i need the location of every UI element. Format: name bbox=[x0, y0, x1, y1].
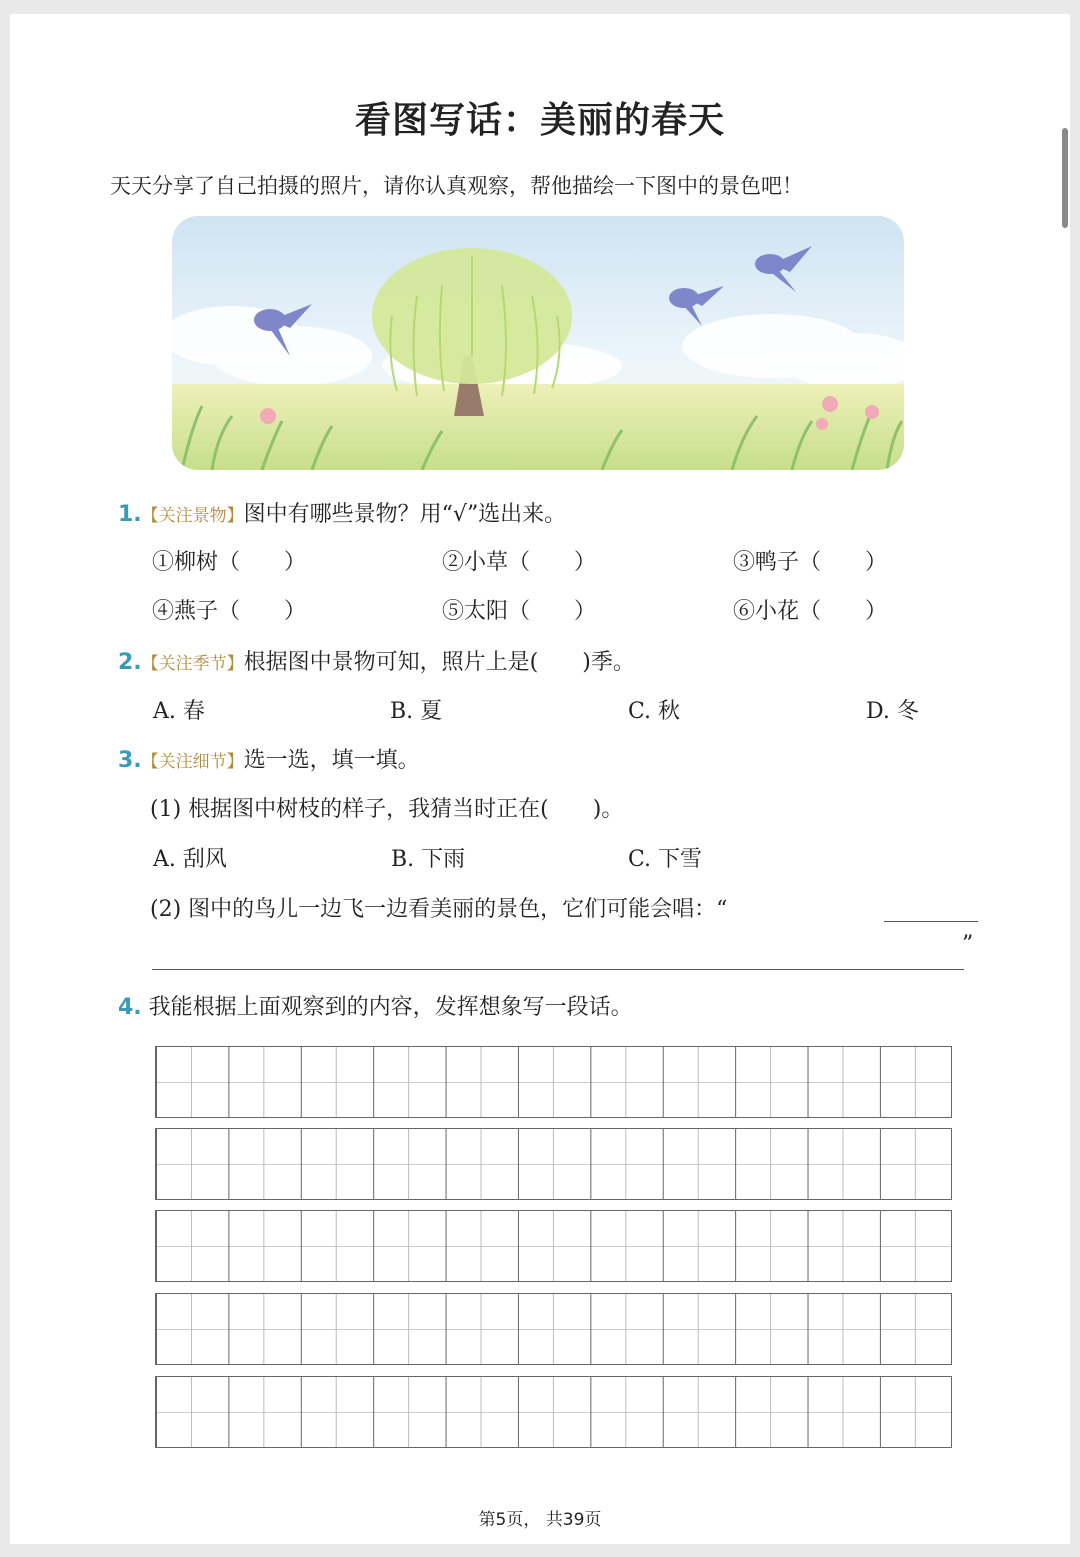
option-grass[interactable]: ②小草（ ） bbox=[442, 550, 597, 575]
question-tag: 【关注景物】 bbox=[141, 506, 244, 526]
option-c[interactable]: C. 秋 bbox=[628, 699, 681, 724]
question-text: 图中有哪些景物？用“√”选出来。 bbox=[243, 502, 567, 527]
answer-line[interactable] bbox=[884, 921, 978, 922]
sub-question-1: (1) 根据图中树枝的样子，我猜当时正在( )。 bbox=[150, 797, 624, 822]
question-text: 选一选，填一填。 bbox=[243, 748, 420, 773]
question-1 bbox=[118, 497, 566, 528]
writing-grid-row[interactable] bbox=[155, 1376, 952, 1448]
writing-grid-row[interactable] bbox=[155, 1046, 952, 1118]
option-duck[interactable]: ③鸭子（ ） bbox=[733, 550, 888, 575]
question-number: 1. bbox=[118, 502, 142, 527]
option-b[interactable]: B. 下雨 bbox=[391, 847, 466, 872]
question-2 bbox=[118, 645, 635, 676]
question-4 bbox=[118, 990, 633, 1021]
question-tag: 【关注细节】 bbox=[141, 752, 244, 772]
scrollbar[interactable] bbox=[1062, 128, 1068, 228]
option-c[interactable]: C. 下雪 bbox=[628, 847, 703, 872]
intro-text: 天天分享了自己拍摄的照片，请你认真观察，帮他描绘一下图中的景色吧！ bbox=[110, 174, 803, 198]
question-number: 4. bbox=[118, 995, 142, 1020]
question-number: 3. bbox=[118, 748, 142, 773]
option-willow[interactable]: ①柳树（ ） bbox=[152, 550, 307, 575]
page-number: 第5页， 共39页 bbox=[478, 1510, 602, 1530]
option-d[interactable]: D. 冬 bbox=[866, 699, 919, 724]
question-number: 2. bbox=[118, 650, 142, 675]
answer-line[interactable] bbox=[152, 969, 964, 970]
option-a[interactable]: A. 刮风 bbox=[153, 847, 227, 872]
closing-quote: ” bbox=[962, 932, 974, 957]
option-flower[interactable]: ⑥小花（ ） bbox=[733, 599, 888, 624]
option-sun[interactable]: ⑤太阳（ ） bbox=[442, 599, 597, 624]
question-tag: 【关注季节】 bbox=[141, 654, 244, 674]
question-3 bbox=[118, 743, 420, 774]
question-text: 根据图中景物可知，照片上是( )季。 bbox=[243, 650, 635, 675]
spring-illustration bbox=[172, 216, 904, 470]
writing-grid-row[interactable] bbox=[155, 1293, 952, 1365]
writing-grid-row[interactable] bbox=[155, 1210, 952, 1282]
option-a[interactable]: A. 春 bbox=[153, 699, 205, 724]
option-b[interactable]: B. 夏 bbox=[390, 699, 443, 724]
writing-grid-row[interactable] bbox=[155, 1128, 952, 1200]
page-title: 看图写话：美丽的春天 bbox=[354, 99, 725, 141]
option-swallow[interactable]: ④燕子（ ） bbox=[152, 599, 307, 624]
question-text: 我能根据上面观察到的内容，发挥想象写一段话。 bbox=[148, 995, 633, 1020]
sub-question-2: (2) 图中的鸟儿一边飞一边看美丽的景色，它们可能会唱：“ bbox=[150, 897, 728, 922]
